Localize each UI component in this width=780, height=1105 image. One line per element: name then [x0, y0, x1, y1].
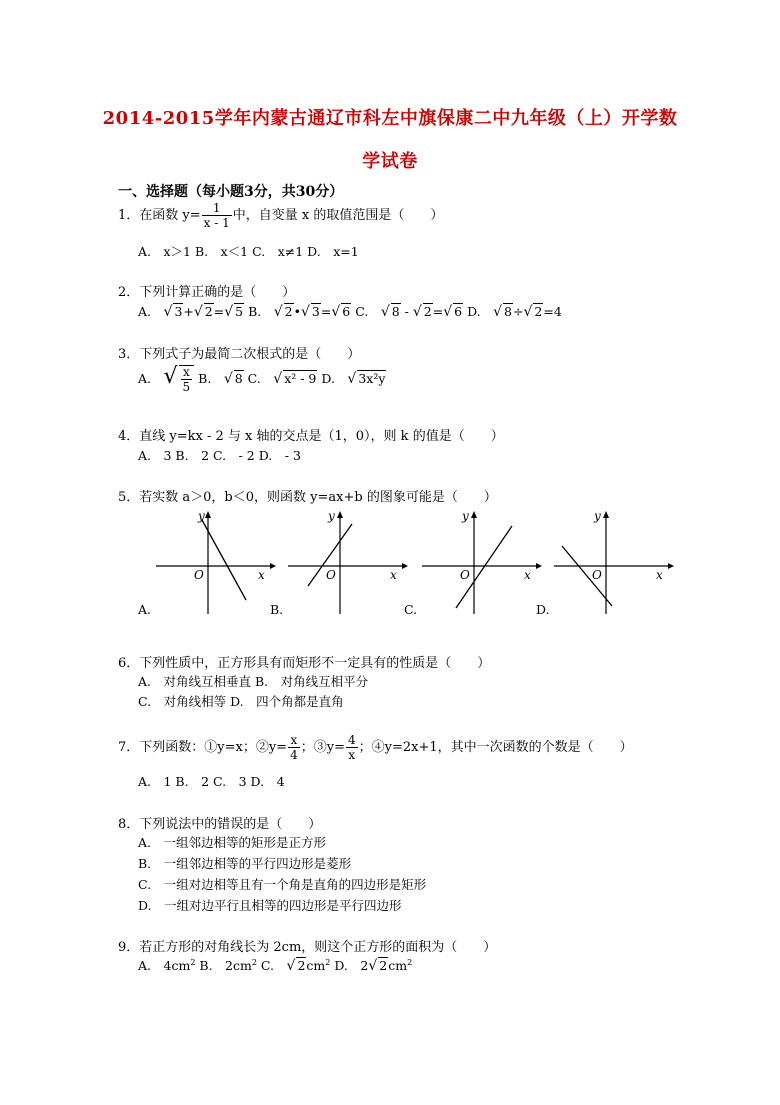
question-7-options: A. 1 B. 2 C. 3 D. 4: [138, 774, 285, 789]
fraction: $\frac{4}{x}$: [347, 733, 356, 762]
graph-label-a: A.: [138, 602, 152, 617]
svg-text:O: O: [194, 568, 204, 582]
sqrt-icon: √: [163, 304, 173, 320]
question-6: 6．下列性质中，正方形具有而矩形不一定具有的性质是（ ）: [118, 656, 491, 671]
graph-a: [150, 508, 276, 616]
sqrt-icon: √: [380, 304, 390, 320]
sqrt-icon: √: [443, 304, 453, 320]
function-line: [562, 546, 612, 606]
question-3: 3．下列式子为最简二次根式的是（ ）: [118, 347, 361, 362]
question-4: 4．直线 y=kx - 2 与 x 轴的交点是（1，0），则 k 的值是（ ）: [118, 429, 504, 444]
sqrt-icon: √: [301, 304, 310, 320]
question-8-option-b: B. 一组邻边相等的平行四边形是菱形: [138, 856, 352, 871]
section-heading: 一、选择题（每小题3分，共30分）: [118, 184, 344, 200]
x-arrow-icon: [536, 563, 542, 569]
svg-text:y: y: [328, 509, 335, 523]
fraction: $\frac{x}{5}$: [182, 365, 191, 394]
x-arrow-icon: [402, 563, 408, 569]
svg-text:y: y: [594, 509, 601, 523]
exam-title-line1: 2014-2015学年内蒙古通辽市科左中旗保康二中九年级（上）开学数: [102, 108, 678, 129]
sqrt-icon: √: [273, 371, 283, 387]
function-line: [202, 520, 246, 600]
sqrt-icon: √: [223, 371, 233, 387]
svg-text:y: y: [462, 509, 469, 523]
graph-b: [282, 508, 408, 616]
graph-label-d: D.: [536, 602, 550, 617]
sqrt-icon: √: [163, 364, 178, 389]
sqrt-icon: √: [347, 371, 357, 387]
sqrt-icon: √: [412, 304, 422, 320]
graph-d: [548, 508, 674, 616]
question-2-options: A. √ 3+√ 2=√ 5 B. √ 2•√ 3=√ 6 C. √ 8 - √ 2=√ 6 D. √ 8÷√ 2=4: [138, 304, 562, 320]
exam-title-line2: 学试卷: [362, 151, 418, 172]
question-8-option-c: C. 一组对边相等且有一个角是直角的四边形是矩形: [138, 877, 427, 892]
graph-label-c: C.: [404, 602, 418, 617]
question-8-option-a: A. 一组邻边相等的矩形是正方形: [138, 835, 327, 850]
svg-text:O: O: [460, 568, 470, 582]
sqrt-icon: √: [331, 304, 341, 320]
question-6-options-1: A. 对角线互相垂直 B. 对角线互相平分: [138, 674, 369, 689]
question-5: 5．若实数 a＞0，b＜0，则函数 y=ax+b 的图象可能是（ ）: [118, 490, 497, 505]
sqrt-icon: √: [493, 304, 503, 320]
svg-text:y: y: [198, 509, 205, 523]
question-8: 8．下列说法中的错误的是（ ）: [118, 817, 322, 832]
svg-text:x: x: [390, 568, 397, 582]
graph-c: [416, 508, 542, 616]
question-6-options-2: C. 对角线相等 D. 四个角都是直角: [138, 694, 344, 709]
svg-text:x: x: [258, 568, 265, 582]
question-9-options: A. $4cm^2$ B. $2cm^2$ C. √ $2cm^2$ D. 2√ $2cm^2$: [138, 957, 413, 974]
svg-text:x: x: [524, 568, 531, 582]
svg-text:O: O: [592, 568, 602, 582]
question-8-option-d: D. 一组对边平行且相等的四边形是平行四边形: [138, 898, 402, 913]
y-arrow-icon: [337, 511, 343, 518]
question-7: 7．下列函数：①y=x；②y= $\frac{x}{4}$ ；③y= $\frac{4}{x}$ ；④y=2x+1，其中一次函数的个数是（ ）: [118, 733, 633, 762]
sqrt-icon: √: [193, 304, 203, 320]
sqrt-icon: √: [523, 304, 533, 320]
question-1: 1．在函数 y= $\frac{1}{x - 1}$ 中，自变量 x 的取值范围是（ ）: [118, 201, 444, 230]
fraction: $\frac{x}{4}$: [290, 733, 298, 762]
function-line: [456, 526, 512, 608]
y-arrow-icon: [205, 511, 211, 518]
sqrt-icon: √: [368, 958, 378, 974]
question-9: 9．若正方形的对角线长为 2cm，则这个正方形的面积为（ ）: [118, 940, 497, 955]
fraction: $\frac{1}{x - 1}$: [203, 201, 230, 230]
question-3-options: A. √ $\frac{x}{5}$ B. √ 8 C. √ x² - 9 D. √ 3x²y: [138, 364, 386, 394]
question-1-options: A. x＞1 B. x＜1 C. x≠1 D. x=1: [138, 244, 359, 259]
question-2: 2．下列计算正确的是（ ）: [118, 285, 296, 300]
y-arrow-icon: [471, 511, 477, 518]
sqrt-icon: √: [273, 304, 283, 320]
y-arrow-icon: [603, 511, 609, 518]
svg-text:O: O: [326, 568, 336, 582]
svg-text:x: x: [656, 568, 663, 582]
sqrt-icon: √: [224, 304, 234, 320]
question-4-options: A. 3 B. 2 C. - 2 D. - 3: [138, 448, 301, 463]
x-arrow-icon: [668, 563, 674, 569]
graph-label-b: B.: [270, 602, 284, 617]
sqrt-icon: √: [286, 958, 296, 974]
x-arrow-icon: [270, 563, 276, 569]
